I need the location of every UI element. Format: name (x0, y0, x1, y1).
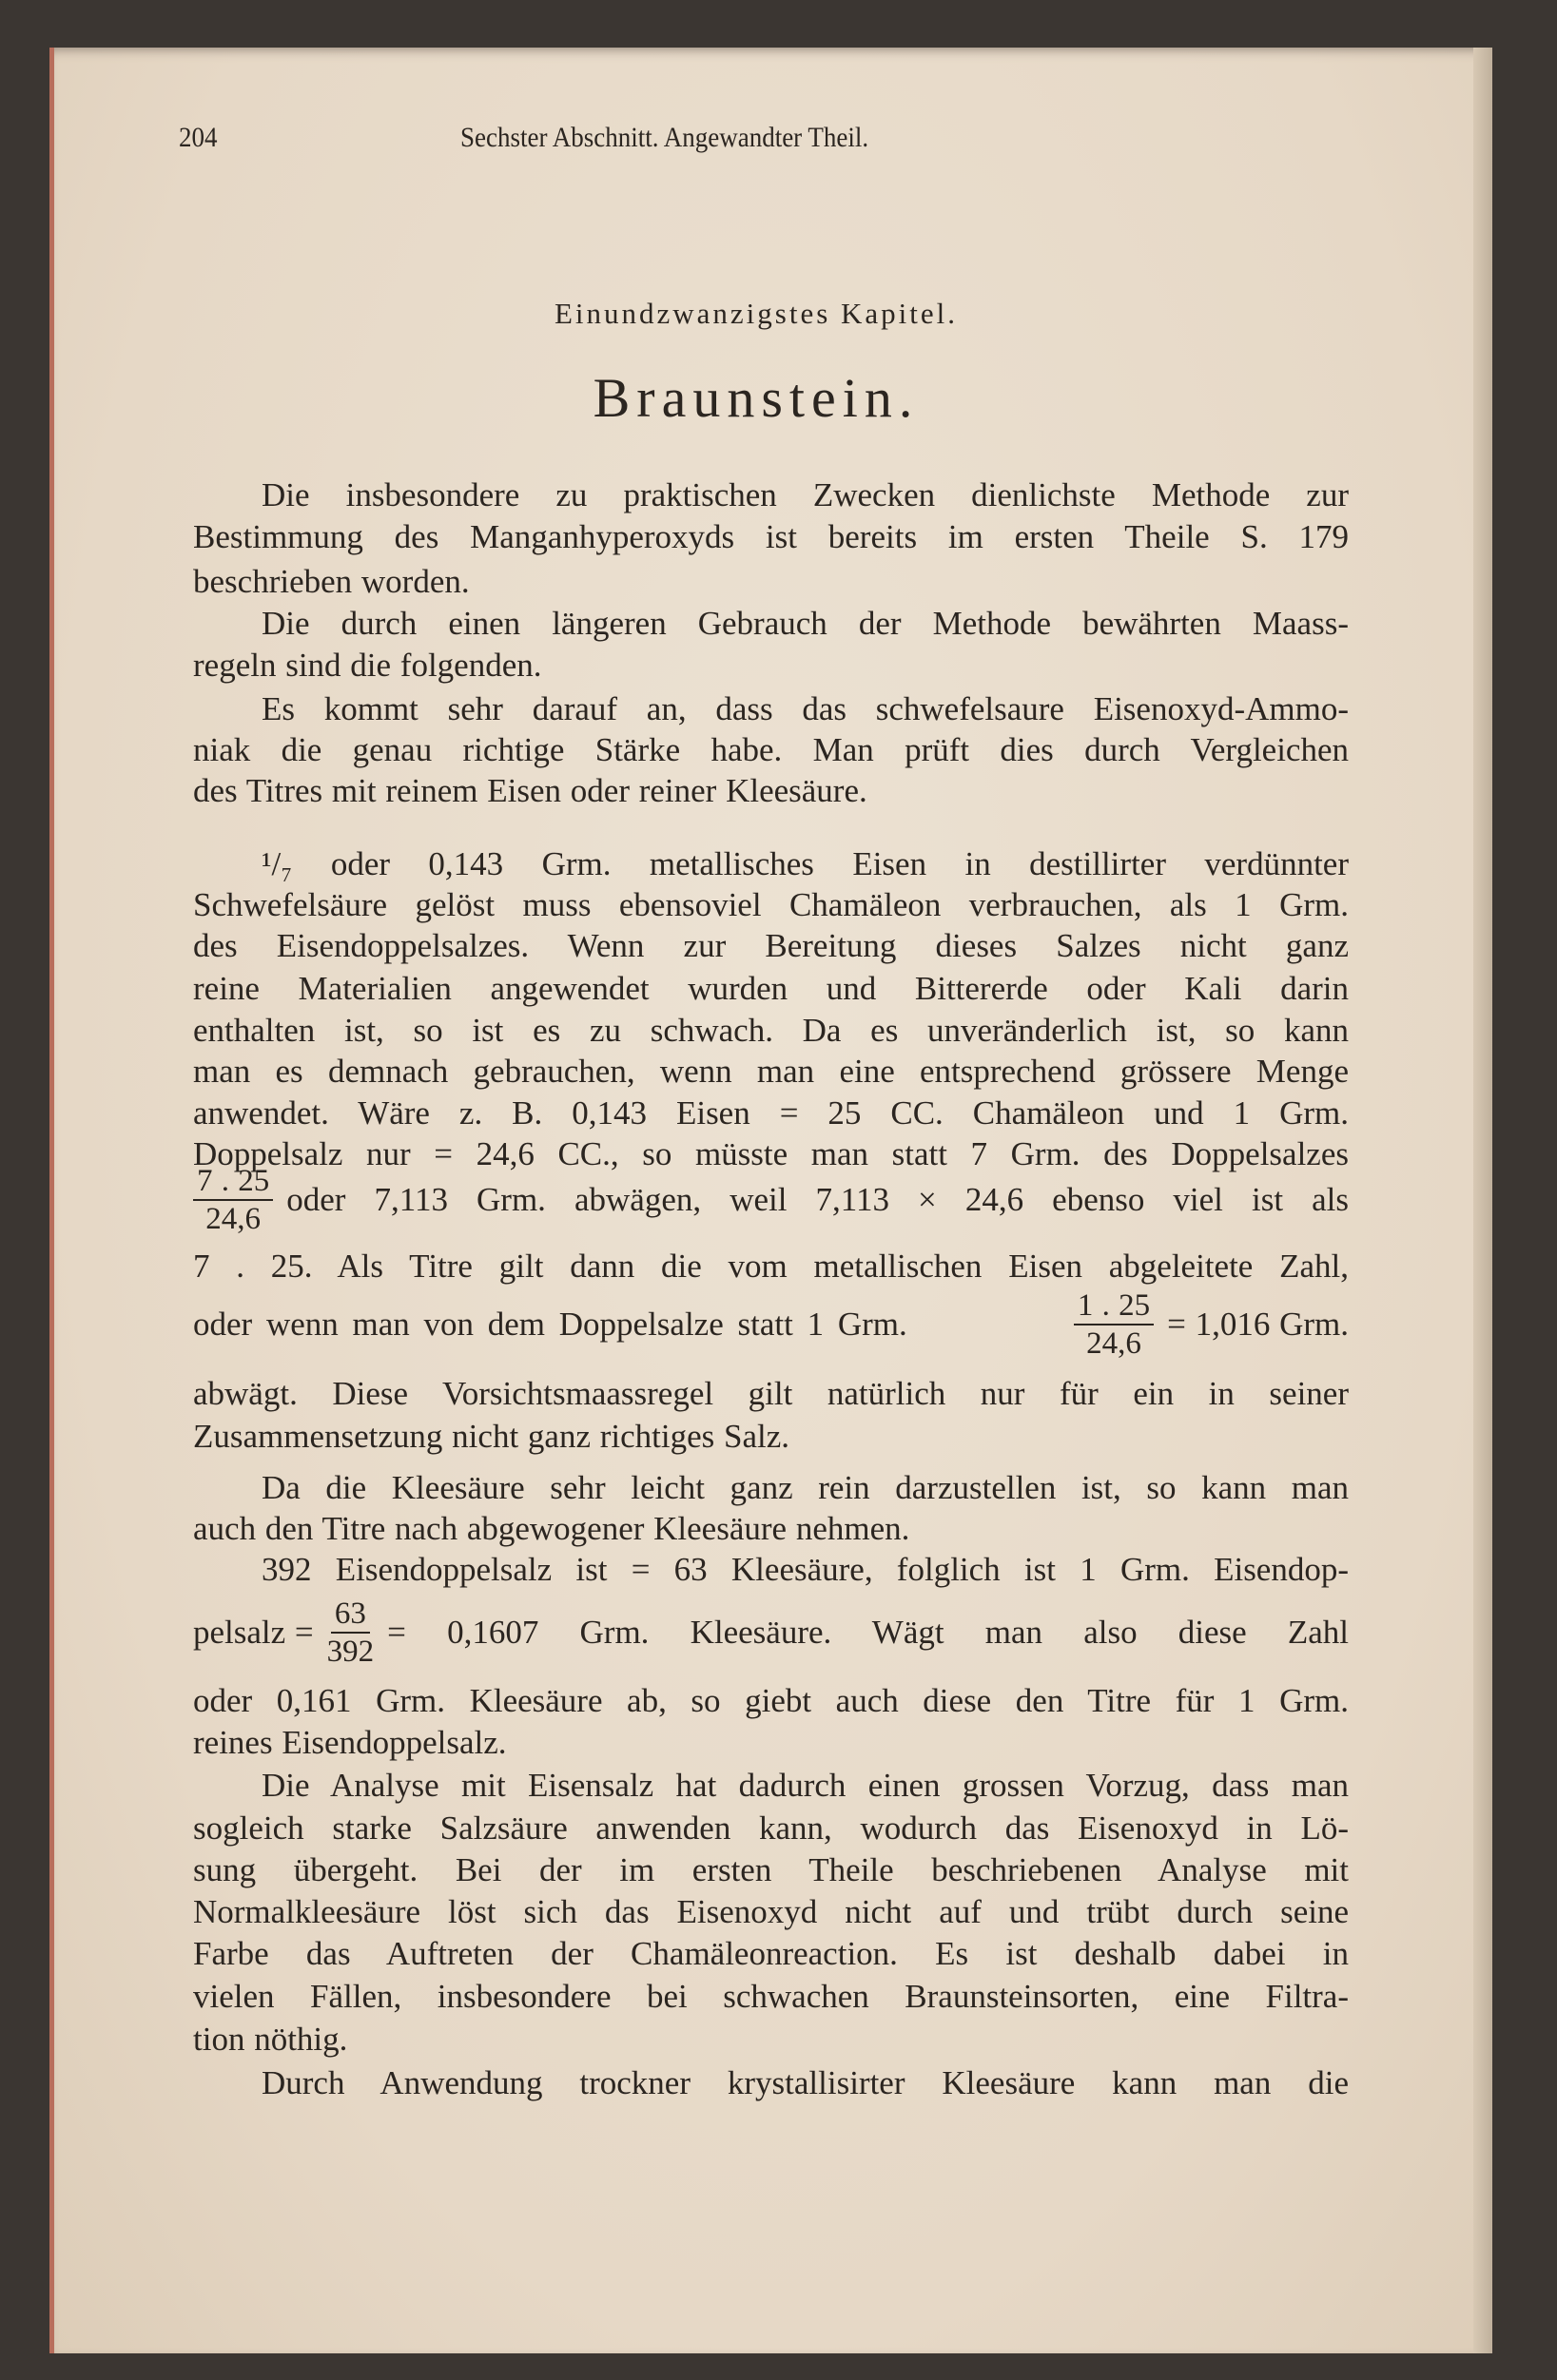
text-segment: oder wenn man von dem Doppelsalze statt 1 Grm. (193, 1306, 907, 1343)
text-line: sogleich starke Salzsäure anwenden kann, wodurch das Eisenoxyd in Lö- (193, 1809, 1349, 1847)
text-line: reines Eisendoppelsalz. (193, 1724, 507, 1761)
text-line: des Eisendoppelsalzes. Wenn zur Bereitung dieses Salzes nicht ganz (193, 927, 1349, 964)
text-line: anwendet. Wäre z. B. 0,143 Eisen = 25 CC. Chamäleon und 1 Grm. (193, 1094, 1349, 1132)
text-line: 7 . 25. Als Titre gilt dann die vom metallischen Eisen abgeleitete Zahl, (193, 1248, 1349, 1285)
text-line: Doppelsalz nur = 24,6 CC., so müsste man statt 7 Grm. des Doppelsalzes (193, 1135, 1349, 1172)
text-line: sung übergeht. Bei der im ersten Theile beschriebenen Analyse mit (193, 1851, 1349, 1888)
text-line: Es kommt sehr darauf an, dass das schwefelsaure Eisenoxyd-Ammo- (262, 690, 1349, 727)
text-line: regeln sind die folgenden. (193, 647, 542, 684)
fraction-numerator: 63 (331, 1596, 370, 1634)
text-line: Zusammensetzung nicht ganz richtiges Salz. (193, 1418, 790, 1455)
fraction-denominator: 24,6 (205, 1202, 261, 1236)
text-line: Schwefelsäure gelöst muss ebensoviel Chamäleon verbrauchen, als 1 Grm. (193, 886, 1349, 923)
text-line: oder 0,161 Grm. Kleesäure ab, so giebt auch diese den Titre für 1 Grm. (193, 1682, 1349, 1719)
text-line: tion nöthig. (193, 2021, 348, 2058)
text-line: Die Analyse mit Eisensalz hat dadurch einen grossen Vorzug, dass man (262, 1767, 1349, 1804)
text-line-with-fraction (193, 1287, 1349, 1363)
text-segment: pelsalz = (193, 1614, 314, 1651)
chapter-title: Braunstein. (593, 367, 920, 429)
fraction (327, 1596, 375, 1670)
text-line: vielen Fällen, insbesondere bei schwachen Braunsteinsorten, eine Filtra- (193, 1978, 1349, 2015)
fraction-denominator: 392 (326, 1635, 375, 1669)
chapter-label: Einundzwanzigstes Kapitel. (554, 297, 959, 330)
text-line: beschrieben worden. (193, 563, 470, 600)
text-line: Da die Kleesäure sehr leicht ganz rein darzustellen ist, so kann man (262, 1469, 1349, 1506)
text-line: reine Materialien angewendet wurden und Bittererde oder Kali darin (193, 970, 1349, 1007)
text-line: abwägt. Diese Vorsichtsmaassregel gilt natürlich nur für ein in seiner (193, 1375, 1349, 1412)
text-line: 392 Eisendoppelsalz ist = 63 Kleesäure, folglich ist 1 Grm. Eisendop- (262, 1551, 1349, 1588)
text-line: auch den Titre nach abgewogener Kleesäure nehmen. (193, 1510, 910, 1547)
text-line: des Titres mit reinem Eisen oder reiner Kleesäure. (193, 772, 867, 809)
fraction-numerator: 7 . 25 (193, 1163, 273, 1201)
text-segment: = 0,1607 Grm. Kleesäure. Wägt man also diese Zahl (387, 1614, 1349, 1651)
text-line: Normalkleesäure löst sich das Eisenoxyd nicht auf und trübt durch seine (193, 1893, 1349, 1930)
text-line: Durch Anwendung trockner krystallisirter Kleesäure kann man die (262, 2064, 1349, 2101)
fraction (1074, 1287, 1154, 1362)
fraction-denominator: 24,6 (1086, 1326, 1141, 1361)
fraction (193, 1163, 273, 1237)
fraction-numerator: 1 . 25 (1074, 1287, 1154, 1325)
text-line: niak die genau richtige Stärke habe. Man prüft dies durch Vergleichen (193, 731, 1349, 768)
text-line: man es demnach gebrauchen, wenn man eine entsprechend grössere Menge (193, 1053, 1349, 1090)
text-line: enthalten ist, so ist es zu schwach. Da es unveränderlich ist, so kann (193, 1012, 1349, 1049)
text-line: ¹/₇ oder 0,143 Grm. metallisches Eisen in destillirter verdünnter (262, 845, 1349, 882)
text-line: Farbe das Auftreten der Chamäleonreaction. Es ist deshalb dabei in (193, 1935, 1349, 1972)
page-number: 204 (179, 122, 218, 153)
text-line-with-fraction (193, 1595, 1349, 1671)
text-segment: oder 7,113 Grm. abwägen, weil 7,113 × 24,6 ebenso viel ist als (286, 1181, 1349, 1218)
text-line-with-fraction (193, 1162, 1349, 1238)
text-line: Bestimmung des Manganhyperoxyds ist bereits im ersten Theile S. 179 (193, 518, 1349, 555)
running-title: Sechster Abschnitt. Angewandter Theil. (460, 122, 869, 153)
text-segment: = 1,016 Grm. (1167, 1306, 1349, 1343)
text-line: Die durch einen längeren Gebrauch der Methode bewährten Maass- (262, 605, 1349, 642)
text-line: Die insbesondere zu praktischen Zwecken dienlichste Methode zur (262, 476, 1349, 513)
